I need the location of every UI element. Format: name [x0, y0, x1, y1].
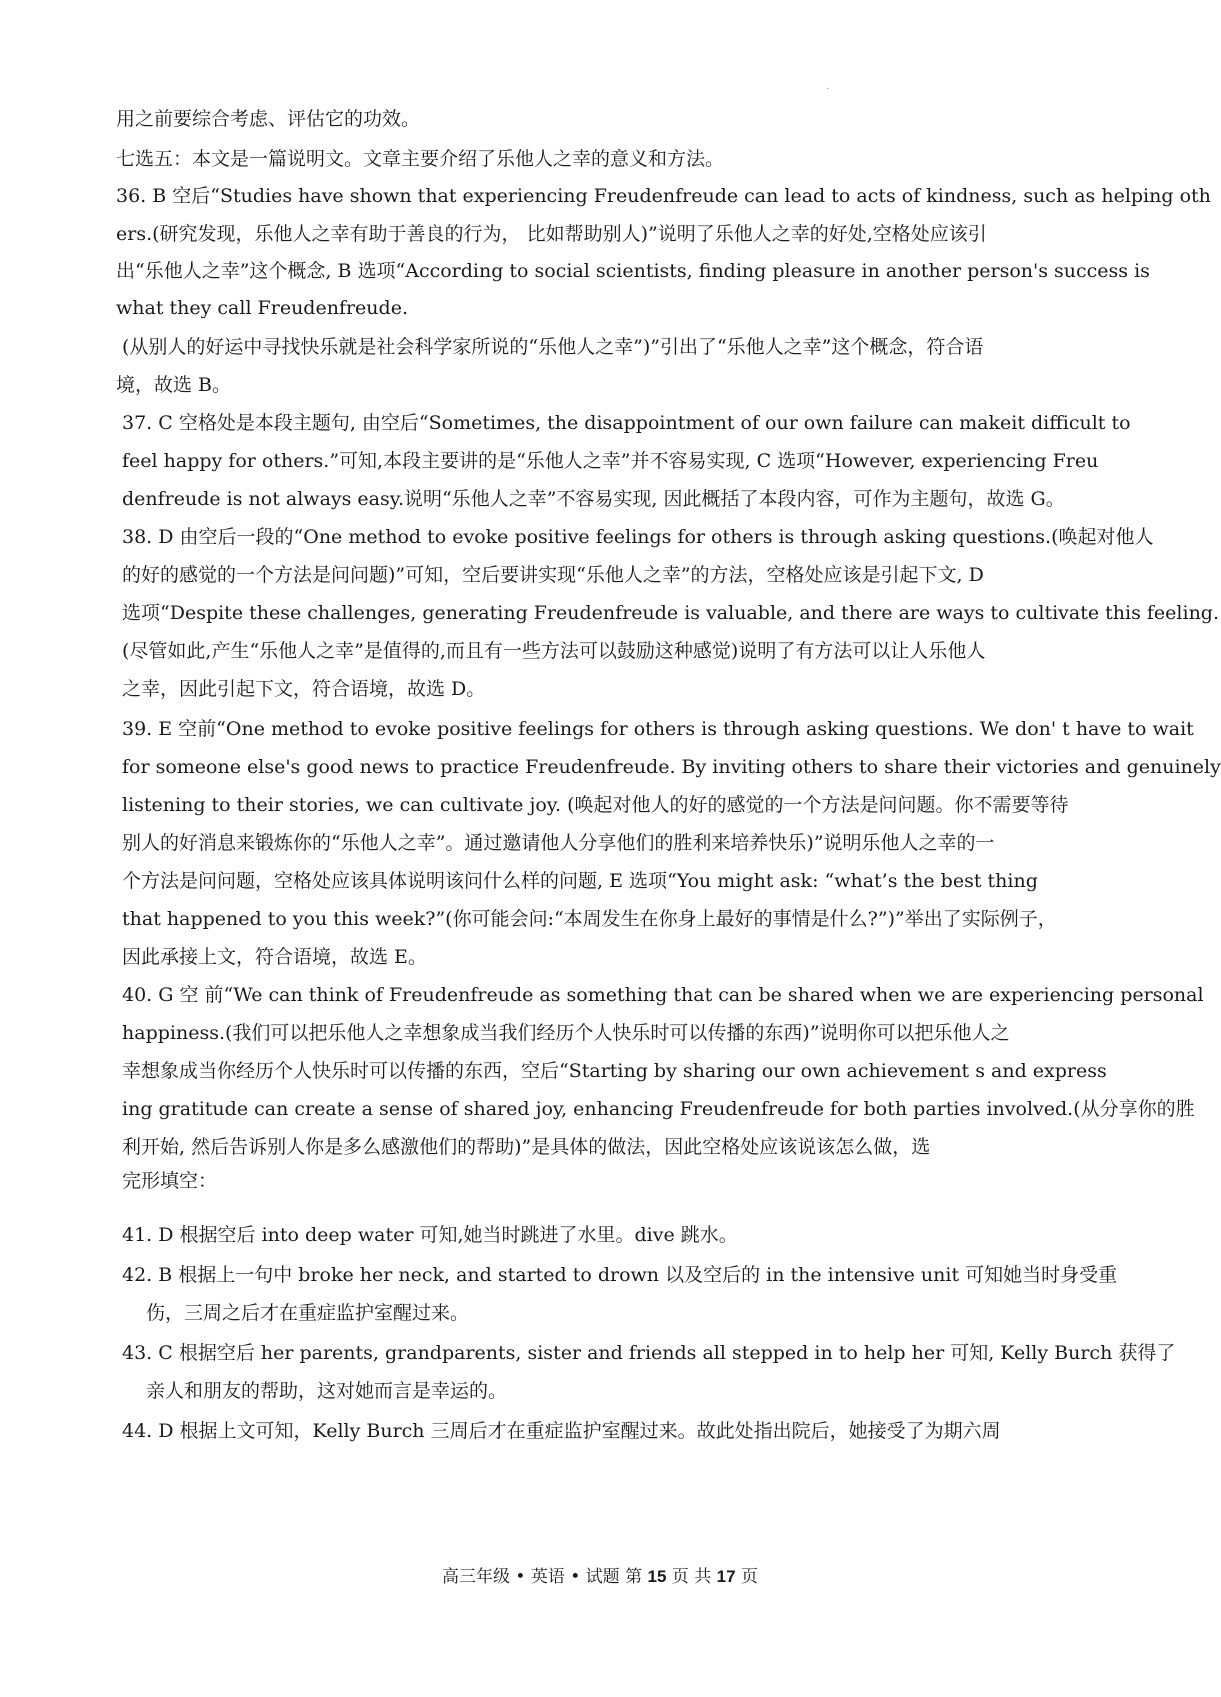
- text-line: 37. C 空格处是本段主题句, 由空后“Sometimes, the disappointment of our own failure can makeit difficult to: [122, 412, 1131, 434]
- footer-suffix: 页: [735, 1567, 758, 1587]
- text-line: 36. B 空后“Studies have shown that experiencing Freudenfreude can lead to acts of kindness, such as helping oth: [116, 185, 1211, 207]
- text-line: 境，故选 B。: [116, 374, 232, 396]
- text-line: 44. D 根据上文可知，Kelly Burch 三周后才在重症监护室醒过来。故此处指出院后，她接受了为期六周: [122, 1420, 1001, 1442]
- text-line: for someone else's good news to practice Freudenfreude. By inviting others to share their victories and genuinely: [122, 756, 1221, 778]
- text-line: 之幸，因此引起下文，符合语境，故选 D。: [122, 678, 486, 700]
- section-heading: 完形填空：: [122, 1170, 218, 1192]
- text-line: listening to their stories, we can cultivate joy. (唤起对他人的好的感觉的一个方法是问问题。你不需要等待: [122, 794, 1069, 816]
- scan-dot-mark: ·: [826, 84, 830, 95]
- text-line: 伤，三周之后才在重症监护室醒过来。: [146, 1302, 470, 1324]
- text-line: ing gratitude can create a sense of shared joy, enhancing Freudenfreude for both parties involved.(从分享你的胜: [122, 1098, 1195, 1120]
- text-line: 40. G 空 前“We can think of Freudenfreude as something that can be shared when we are experiencing personal: [122, 984, 1204, 1006]
- text-line: feel happy for others.”可知,本段主要讲的是“乐他人之幸”并不容易实现, C 选项“However, experiencing Freu: [122, 450, 1099, 472]
- text-line: 39. E 空前“One method to evoke positive feelings for others is through asking questions. We don' t have to wait: [122, 718, 1194, 740]
- text-line: 选项“Despite these challenges, generating Freudenfreude is valuable, and there are ways to cultivate this feeling.: [122, 602, 1220, 624]
- text-line: 38. D 由空后一段的“One method to evoke positive feelings for others is through asking questions.(唤起对他人: [122, 526, 1154, 548]
- text-line: denfreude is not always easy.说明“乐他人之幸”不容易实现, 因此概括了本段内容，可作为主题句，故选 G。: [122, 488, 1065, 510]
- text-line: that happened to you this week?”(你可能会问:“本周发生在你身上最好的事情是什么?”)”举出了实际例子，: [122, 908, 1057, 930]
- footer-page-number: 15: [647, 1567, 667, 1586]
- text-line: 因此承接上文，符合语境，故选 E。: [122, 946, 427, 968]
- text-line: ers.(研究发现，乐他人之幸有助于善良的行为， 比如帮助别人)”说明了乐他人之幸的好处,空格处应该引: [116, 223, 987, 245]
- text-line: (从别人的好运中寻找快乐就是社会科学家所说的“乐他人之幸”)”引出了“乐他人之幸”这个概念，符合语: [122, 336, 984, 358]
- text-line: 亲人和朋友的帮助，这对她而言是幸运的。: [146, 1380, 508, 1402]
- text-line: 41. D 根据空后 into deep water 可知,她当时跳进了水里。dive 跳水。: [122, 1224, 738, 1246]
- text-line: 别人的好消息来锻炼你的“乐他人之幸”。通过邀请他人分享他们的胜利来培养快乐)”说明乐他人之幸的一: [122, 832, 995, 854]
- text-line: what they call Freudenfreude.: [116, 297, 408, 319]
- footer-total-pages: 17: [716, 1567, 736, 1586]
- text-line: (尽管如此,产生“乐他人之幸”是值得的,而且有一些方法可以鼓励这种感觉)说明了有方法可以让人乐他人: [122, 640, 986, 662]
- text-line: happiness.(我们可以把乐他人之幸想象成当我们经历个人快乐时可以传播的东西)”说明你可以把乐他人之: [122, 1022, 1010, 1044]
- text-line: 43. C 根据空后 her parents, grandparents, sister and friends all stepped in to help her 可知, Kelly Burch 获得了: [122, 1342, 1176, 1364]
- text-line: 出“乐他人之幸”这个概念, B 选项“According to social scientists, finding pleasure in another person's success is: [116, 260, 1150, 282]
- footer-prefix: 高三年级 • 英语 • 试题 第: [442, 1567, 648, 1587]
- text-line: 个方法是问问题，空格处应该具体说明该问什么样的问题, E 选项“You might ask: “what’s the best thing: [122, 870, 1038, 892]
- text-line: 幸想象成当你经历个人快乐时可以传播的东西，空后“Starting by sharing our own achievement s and express: [122, 1060, 1107, 1082]
- text-line: 七选五：本文是一篇说明文。文章主要介绍了乐他人之幸的意义和方法。: [116, 148, 725, 170]
- text-line: 用之前要综合考虑、评估它的功效。: [116, 108, 421, 130]
- page-footer: [0, 1565, 1200, 1589]
- text-line: 42. B 根据上一句中 broke her neck, and started to drown 以及空后的 in the intensive unit 可知她当时身受重: [122, 1264, 1118, 1286]
- text-line: 的好的感觉的一个方法是问问题)”可知，空后要讲实现“乐他人之幸”的方法，空格处应该是引起下文, D: [122, 564, 984, 586]
- footer-middle: 页 共: [666, 1567, 717, 1587]
- text-line: 利开始, 然后告诉别人你是多么感激他们的帮助)”是具体的做法，因此空格处应该说该怎么做，选: [122, 1136, 931, 1158]
